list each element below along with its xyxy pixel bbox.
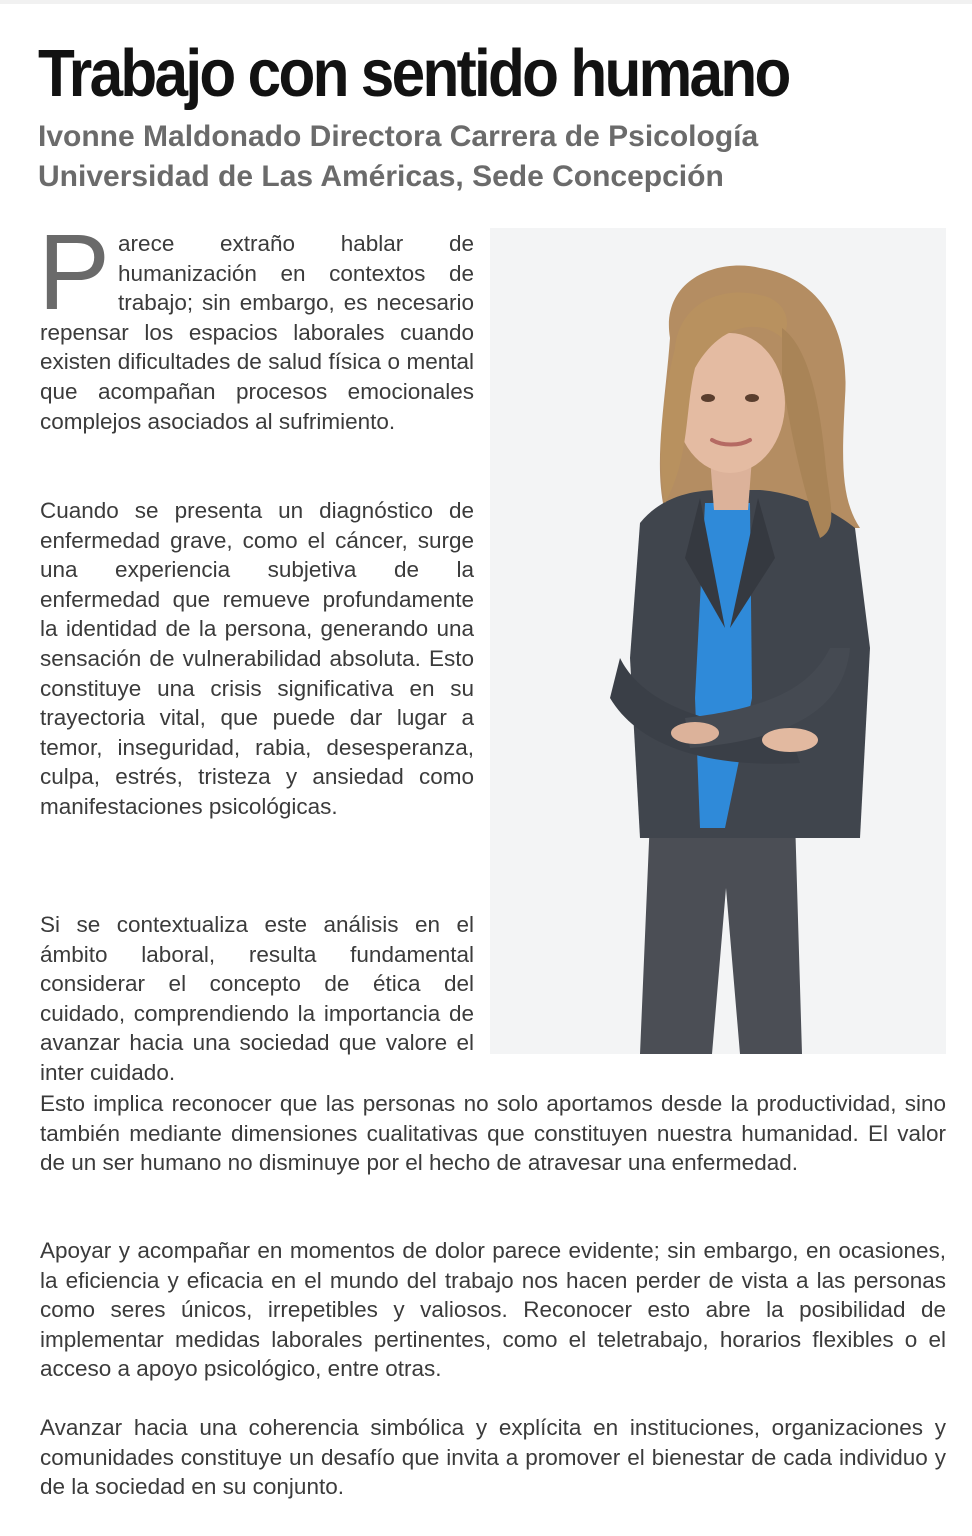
author-photo <box>490 228 946 1054</box>
paragraph-intro-text: arece extraño hablar de humanización en contextos de trabajo; sin embargo, es necesario repensar los espacios laborales cuando existen dificultades de salud física o mental que acompañan procesos emocionales complejos asociados al sufrimiento. <box>40 231 474 434</box>
paragraph-intro <box>38 211 474 436</box>
author-byline: Ivonne Maldonado Directora Carrera de Psicología <box>38 120 759 153</box>
article-headline: Trabajo con sentido humano <box>38 36 789 111</box>
paragraph-support: Apoyar y acompañar en momentos de dolor parece evidente; sin embargo, en ocasiones, la eficiencia y eficacia en el mundo del trabajo nos hacen perder de vista a las personas como seres únicos, irrepetibles y valiosos. Reconocer esto abre la posibilidad de implementar medidas laborales pertinentes, como el teletrabajo, horarios flexibles o el acceso a apoyo psicológico, entre otras. <box>40 1238 946 1382</box>
paragraph-diagnosis: Cuando se presenta un diagnóstico de enfermedad grave, como el cáncer, surge una experiencia subjetiva de la enfermedad que remueve profundamente la identidad de la persona, generando una sensación de vulnerabilidad absoluta. Esto constituye una crisis significativa en su trayectoria vital, que puede dar lugar a temor, inseguridad, rabia, desesperanza, culpa, estrés, tristeza y ansiedad como manifestaciones psicológicas. <box>40 498 474 819</box>
portrait-illustration <box>490 228 946 1054</box>
page-top-rule <box>0 0 972 4</box>
paragraph-ethics-column: Si se contextualiza este análisis en el ámbito laboral, resulta fundamental considerar el concepto de ética del cuidado, comprendiendo la importancia de avanzar hacia una sociedad que valore el inter cuidado. <box>40 912 474 1085</box>
dropcap-letter: P <box>38 211 111 332</box>
paragraph-ethics-continued: Esto implica reconocer que las personas no solo aportamos desde la productividad, sino también mediante dimensiones cualitativas que constituyen nuestra humanidad. El valor de un ser humano no disminuye por el hecho de atravesar una enfermedad. <box>40 1091 946 1176</box>
author-affiliation: Universidad de Las Américas, Sede Concepción <box>38 160 724 193</box>
paragraph-conclusion: Avanzar hacia una coherencia simbólica y explícita en instituciones, organizaciones y comunidades constituye un desafío que invita a promover el bienestar de cada individuo y de la sociedad en su conjunto. <box>40 1415 946 1500</box>
